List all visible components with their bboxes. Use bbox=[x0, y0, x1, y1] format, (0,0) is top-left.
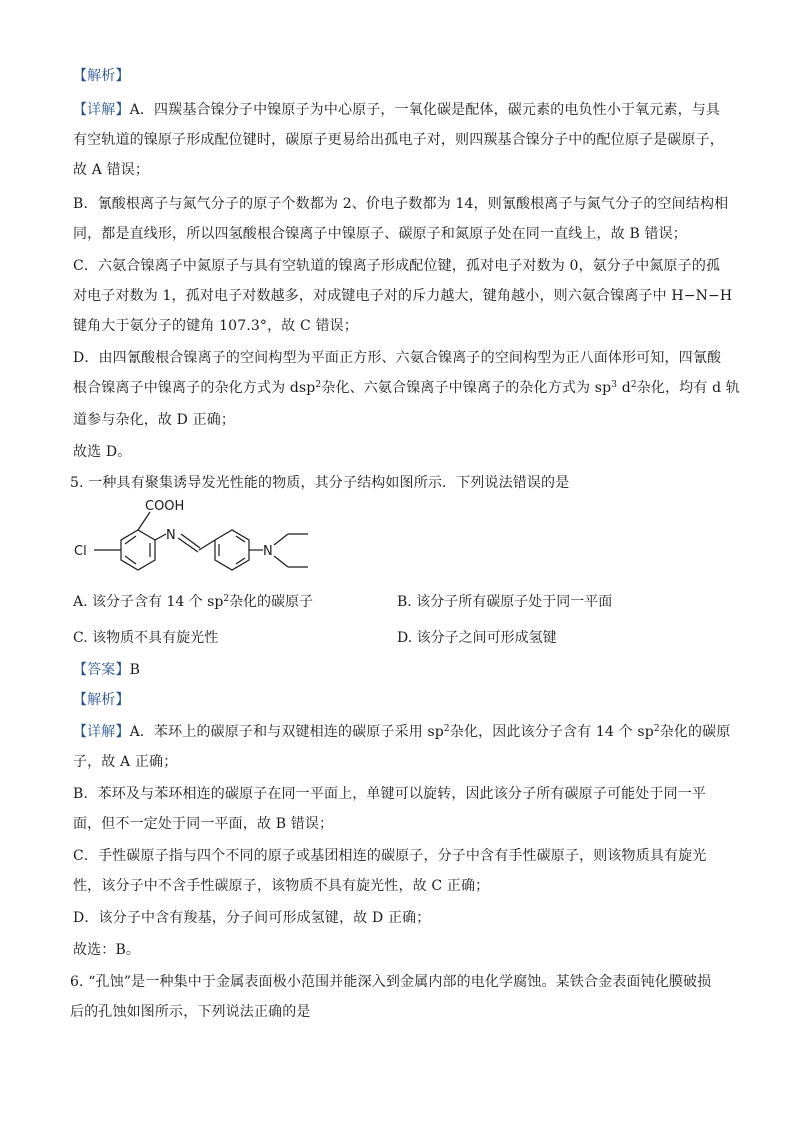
question-5-stem: 5. 一种具有聚集诱导发光性能的物质，其分子结构如图所示．下列说法错误的是 bbox=[70, 475, 570, 491]
detail-line: 【详解】A．苯环上的碳原子和与双键相连的碳原子采用 $sp^2$杂化，因此该分子含有 14 个 $sp^2$杂化的碳原 bbox=[73, 724, 731, 740]
detail-line: 【详解】A．四羰基合镍分子中镍原子为中心原子，一氧化碳是配体，碳元素的电负性小于氧元素，与具 bbox=[73, 102, 721, 118]
chlorine-label: Cl bbox=[74, 544, 87, 559]
detail-line: 子，故 A 正确； bbox=[73, 754, 178, 770]
imine-nitrogen-label: N bbox=[166, 528, 176, 543]
detail-line: 道参与杂化，故 D 正确； bbox=[73, 412, 236, 428]
molecule-structure bbox=[70, 494, 400, 584]
detail-line: D．该分子中含有羧基，分子间可形成氢键，故 D 正确； bbox=[73, 910, 431, 926]
answer-label: 【答案】 bbox=[73, 662, 130, 678]
answer-value: B bbox=[129, 662, 141, 678]
question-6-stem: 后的孔蚀如图所示，下列说法正确的是 bbox=[70, 1004, 311, 1020]
detail-line: B．氰酸根离子与氮气分子的原子个数都为 2、价电子数都为 14，则氰酸根离子与氮气分子的空间结构相 bbox=[73, 196, 729, 212]
detail-line: B．苯环及与苯环相连的碳原子在同一平面上，单键可以旋转，因此该分子所有碳原子可能处于同一平 bbox=[73, 786, 707, 802]
detail-line: D．由四氰酸根合镍离子的空间构型为平面正方形、六氨合镍离子的空间构型为正八面体形可知，四氰酸 bbox=[73, 350, 722, 366]
detail-line: C．手性碳原子指与四个不同的原子或基团相连的碳原子，分子中含有手性碳原子，则该物质具有旋光 bbox=[73, 848, 707, 864]
detail-line: 故选：B。 bbox=[73, 942, 141, 958]
detail-label: 【详解】 bbox=[73, 102, 130, 118]
analysis-label: 【解析】 bbox=[73, 692, 130, 708]
detail-line: 有空轨道的镍原子形成配位键时，碳原子更易给出孤电子对，则四羰基合镍分子中的配位原子是碳原子， bbox=[73, 132, 724, 148]
answer-line bbox=[73, 660, 140, 680]
detail-line: 对电子对数为 1，孤对电子对数越多，对成键电子对的斥力越大，键角越小，则六氨合镍离子中 H−N−H bbox=[73, 288, 733, 304]
detail-line: 根合镍离子中镍离子的杂化方式为 dsp$^2$杂化、六氨合镍离子中镍离子的杂化方式为 $sp^3$ $d^2$杂化，均有 d 轨 bbox=[73, 380, 740, 396]
detail-line: 同，都是直线形，所以四氢酸根合镍离子中镍原子、碳原子和氮原子处在同一直线上，故 B 错误； bbox=[73, 226, 687, 242]
detail-line: 面，但不一定处于同一平面，故 B 错误； bbox=[73, 816, 334, 832]
amine-nitrogen-label: N bbox=[263, 544, 273, 559]
question-6-stem: 6. “孔蚀”是一种集中于金属表面极小范围并能深入到金属内部的电化学腐蚀。某铁合金表面钝化膜破损 bbox=[70, 974, 712, 990]
cooh-label: COOH bbox=[145, 499, 185, 514]
analysis-label: 【解析】 bbox=[73, 68, 130, 84]
option-b: B. 该分子所有碳原子处于同一平面 bbox=[397, 594, 613, 610]
option-a: A. 该分子含有 14 个 $sp^2$杂化的碳原子 bbox=[73, 594, 314, 610]
detail-line: 故 A 错误； bbox=[73, 162, 150, 178]
option-d: D. 该分子之间可形成氢键 bbox=[397, 630, 557, 646]
detail-line: C．六氨合镍离子中氮原子与具有空轨道的镍离子形成配位键，孤对电子对数为 0，氨分子中氮原子的孤 bbox=[73, 258, 721, 274]
detail-line: 故选 D。 bbox=[73, 444, 132, 460]
option-c: C. 该物质不具有旋光性 bbox=[73, 630, 219, 646]
detail-line: 键角大于氨分子的键角 107.3°，故 C 错误； bbox=[73, 318, 358, 334]
detail-line: 性，该分子中不含手性碳原子，该物质不具有旋光性，故 C 正确； bbox=[73, 878, 490, 894]
detail-label: 【详解】 bbox=[73, 724, 130, 740]
